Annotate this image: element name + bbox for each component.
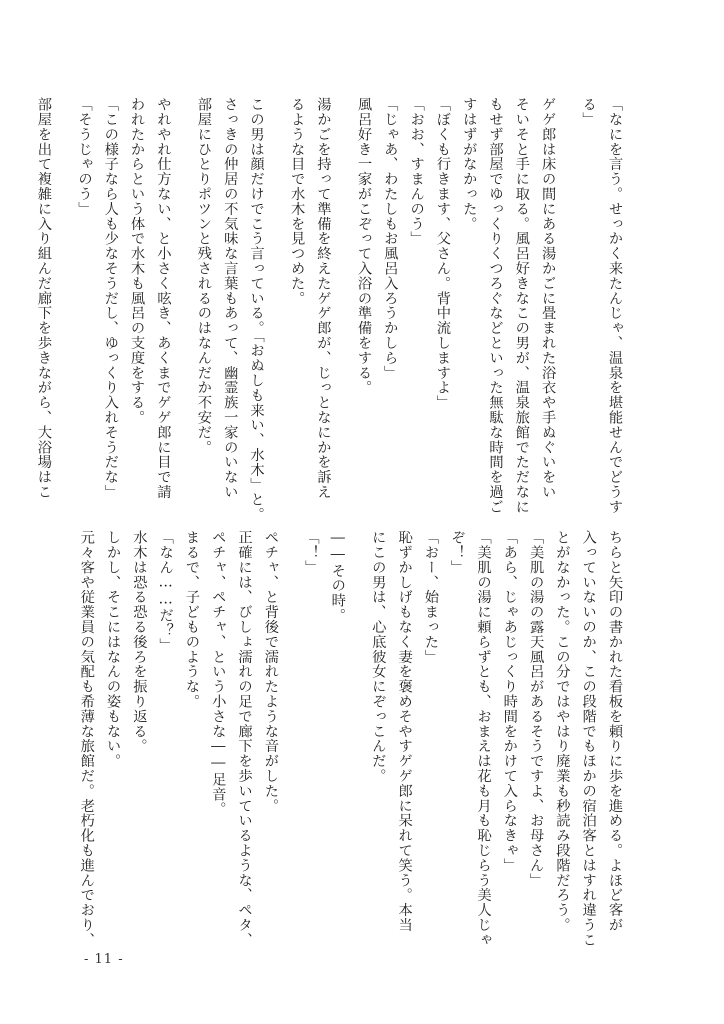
text-line: とがなかった。この分ではやはり廃業も秒読み段階だろう。	[554, 530, 571, 933]
text-line: 風呂好き一家がこぞって入浴の準備をする。	[356, 97, 373, 395]
text-line: ゲゲ郎は床の間にある湯かごに畳まれた浴衣や手ぬぐいをい	[540, 97, 557, 500]
text-line: 「おー、始まった」	[422, 530, 439, 665]
text-line: ペチャ、と背後で濡れたような音がした。	[262, 530, 279, 814]
text-line: 部屋を出て複雑に入り組んだ廊下を歩きながら、大浴場はこ	[35, 97, 52, 500]
page-number: - 11 -	[84, 952, 124, 967]
text-line: 正確には、びしょ濡れの足で廊下を歩いているような、ペタ、	[236, 530, 253, 948]
text-line: ペチャ、ペチャ、という小さな――足音。	[210, 530, 227, 817]
text-line: われたからという体で水木も風呂の支度をする。	[129, 97, 146, 425]
text-line: 「じゃあ、わたしもお風呂入ろうかしら」	[382, 97, 399, 381]
text-line: ――その時。	[329, 530, 346, 623]
text-line: 「なん……だ？」	[157, 530, 174, 653]
text-line: 「この様子なら人も少なそうだし、ゆっくり入れそうだな」	[102, 97, 119, 500]
text-line: しかし、そこにはなんの姿もない。	[105, 530, 122, 769]
text-line: この男は顔だけでこう言っている。「おぬしも来い、水木」と。	[248, 97, 265, 522]
text-line: すはずがなかった。	[461, 97, 478, 232]
text-line: 水木は恐る恐る後ろを振り返る。	[131, 530, 148, 754]
text-block-top	[35, 97, 628, 522]
text-line: るような目で水木を見つめた。	[289, 97, 306, 306]
text-line: 「あら、じゃあじっくり時間をかけて入らなきゃ」	[501, 530, 518, 873]
text-line: もせず部屋でゆっくりくつろぐなどといった無駄な時間を過ご	[487, 97, 504, 515]
text-line: 恥ずかしげもなく妻を褒めそやすゲゲ郎に呆れて笑う。本当	[396, 530, 413, 933]
text-block-bottom	[78, 530, 628, 948]
text-line: そいそと手に取る。風呂好きなこの男が、温泉旅館でただなに	[513, 97, 530, 515]
text-line: まるで、子どものような。	[183, 530, 200, 709]
text-line: 「なにを言う。せっかく来たんじゃ、温泉を堪能せんでどうす	[607, 97, 623, 515]
text-line: にこの男は、心底彼女にぞっこんだ。	[370, 530, 387, 784]
text-line: 「美肌の湯の露天風呂があるそうですよ、お母さん」	[528, 530, 545, 888]
text-line: 部屋にひとりポツンと残されるのはなんだか不安だ。	[195, 97, 212, 455]
text-line: 「おお、すまんのう」	[408, 97, 425, 246]
text-line: 「美肌の湯に頼らずとも、おまえは花も月も恥じらう美人じゃ	[475, 530, 492, 948]
text-line: やれやれ仕方ない、と小さく呟き、あくまでゲゲ郎に目で請	[155, 97, 172, 500]
text-line: 「ぼくも行きます、父さん。背中流しますよ」	[434, 97, 451, 410]
text-line: 湯かごを持って準備を終えたゲゲ郎が、じっとなにかを訴え	[315, 97, 332, 500]
text-line: 「そうじゃのう」	[76, 97, 93, 217]
text-line: 「！」	[303, 530, 320, 575]
text-line: 入っていないのか、この段階でもほかの宿泊客とはすれ違うこ	[580, 530, 597, 948]
text-line: ちらと矢印の書かれた看板を頼りに歩を進める。よほど客が	[607, 530, 623, 933]
text-line: さっきの仲居の不気味な言葉もあって、幽霊族一家のいない	[222, 97, 239, 500]
text-line: ぞ！」	[449, 530, 466, 575]
text-line: る」	[580, 97, 597, 127]
text-line: 元々客や従業員の気配も希薄な旅館だ。老朽化も進んでおり、	[78, 530, 95, 948]
